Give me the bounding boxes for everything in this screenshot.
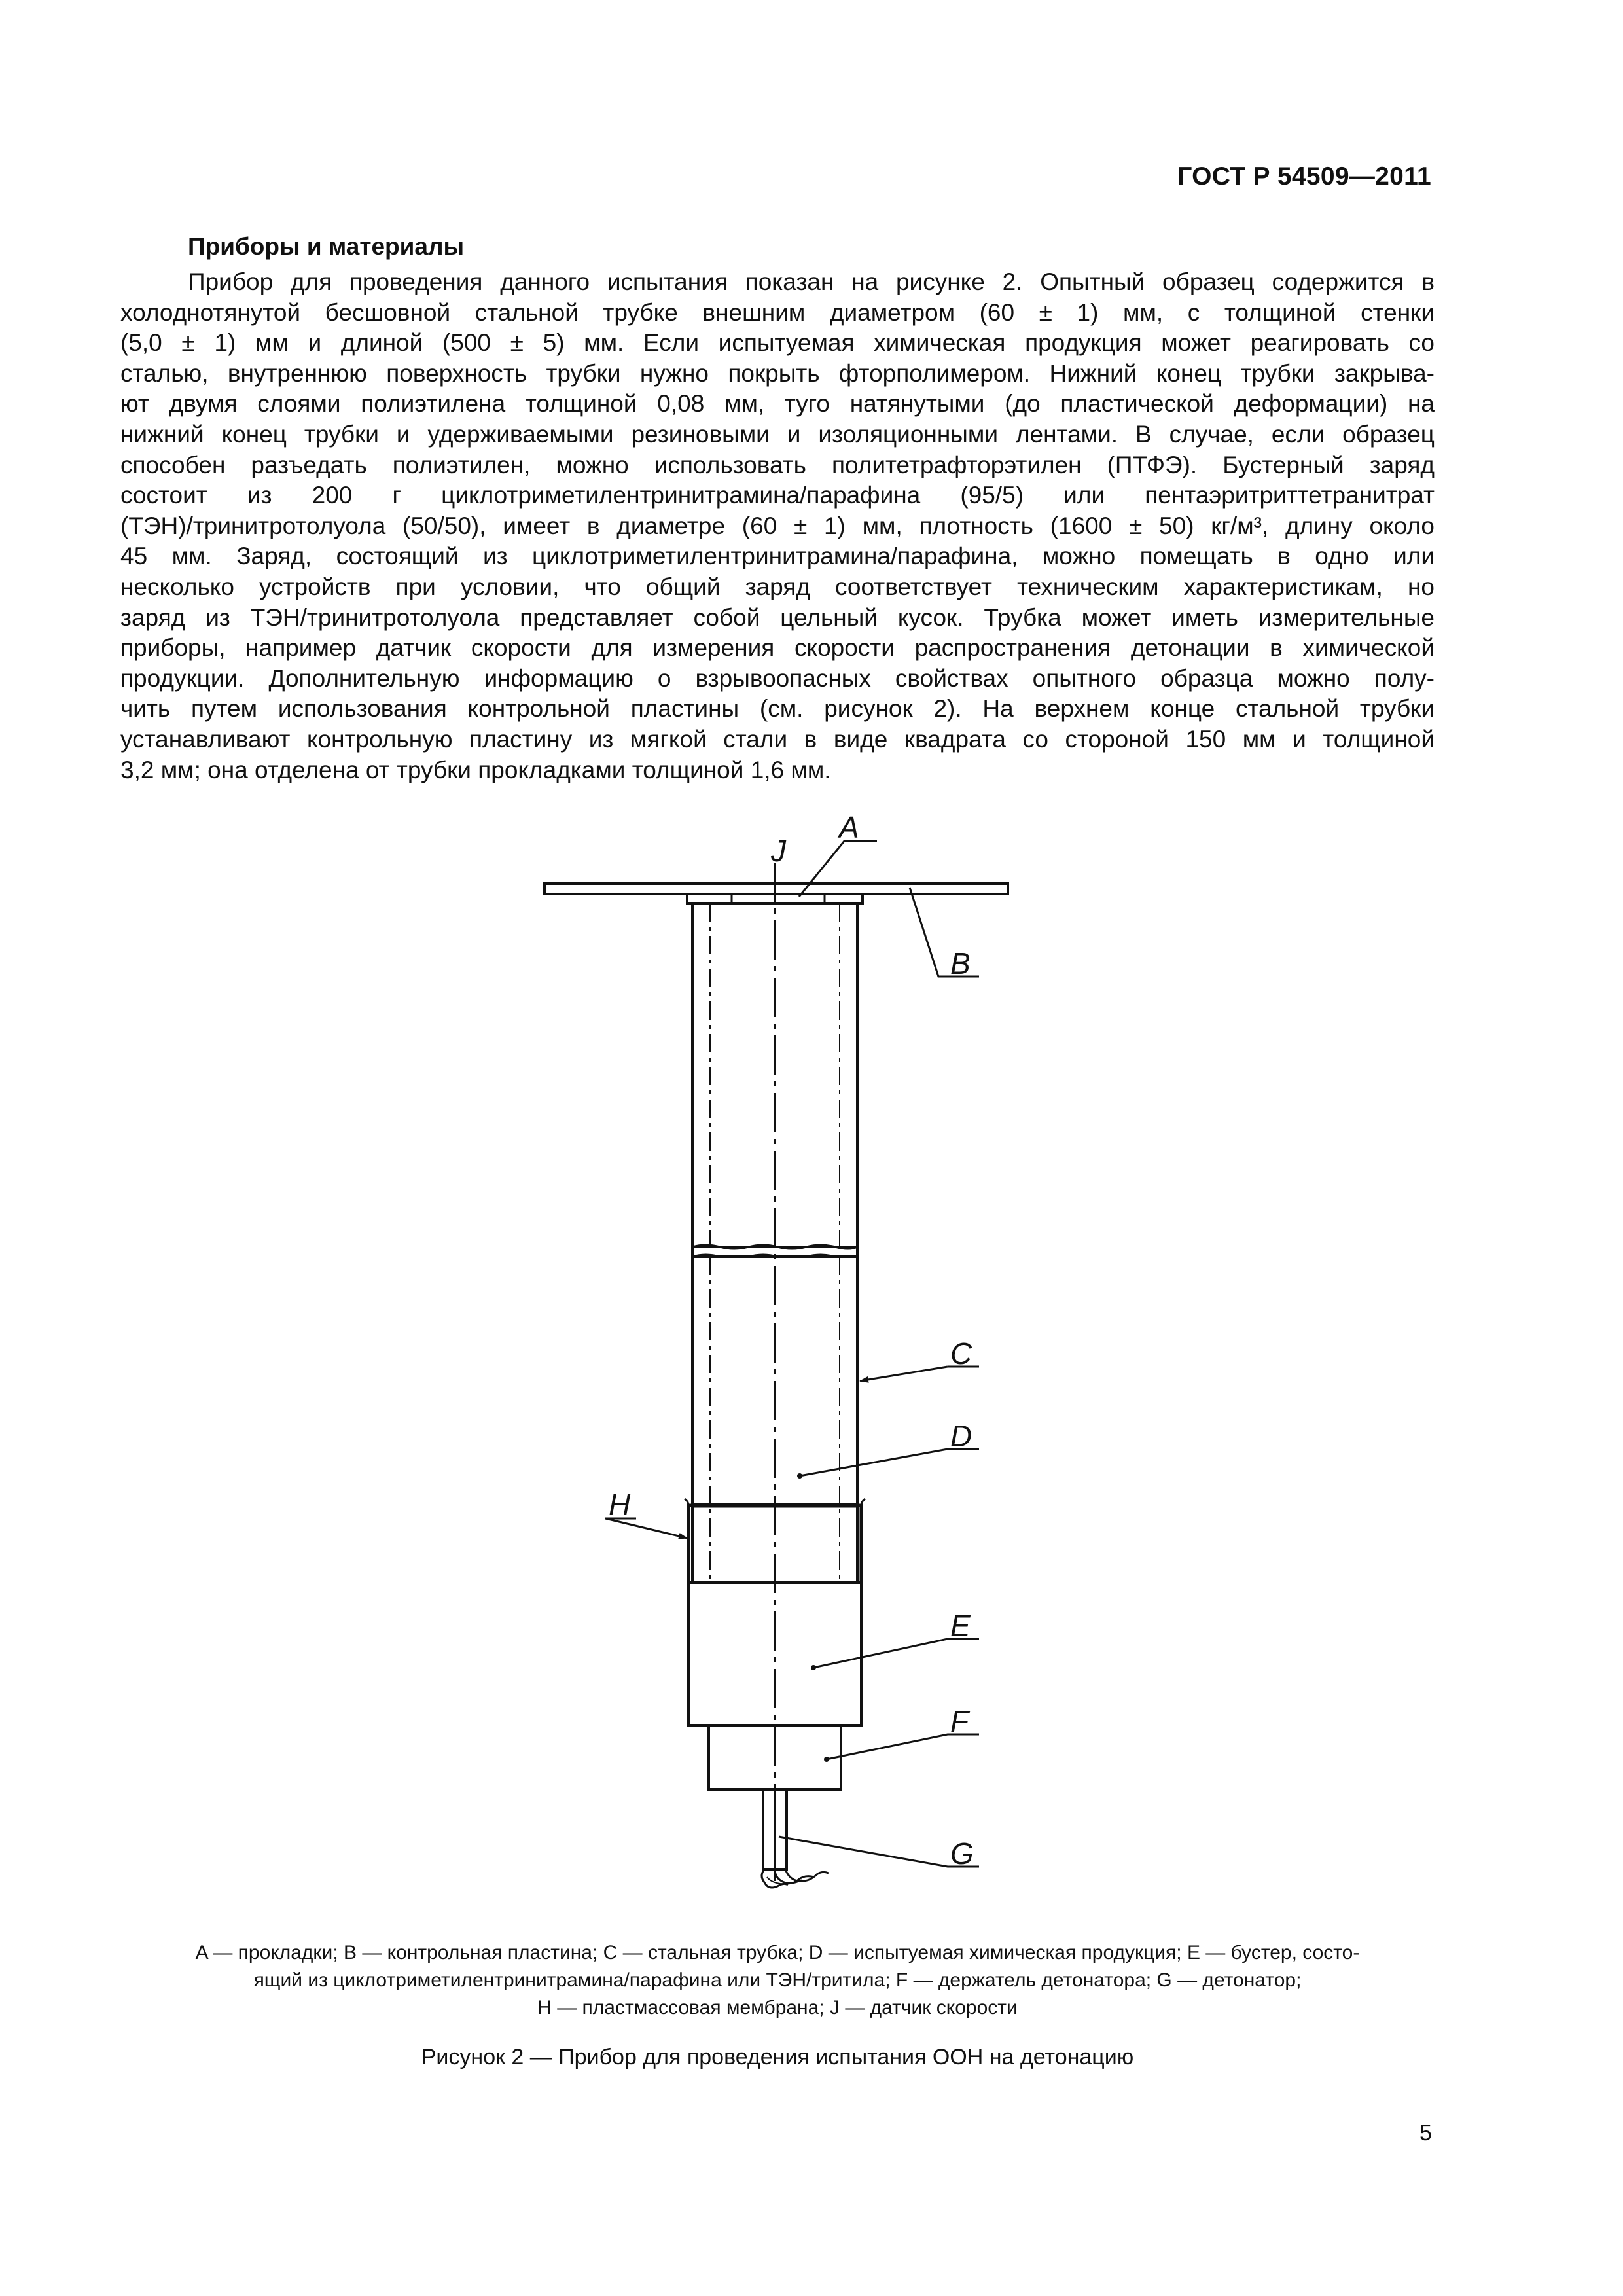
paragraph-line: Прибор для проведения данного испытания показан на рисунке 2. Опытный образец содержится в (188, 268, 1435, 295)
paragraph-line: заряд из ТЭН/тринитротолуола представляет собой цельный кусок. Трубка может иметь измерительные (120, 603, 1435, 631)
paragraph-line: нижний конец трубки и удерживаемыми резиновыми и изоляционными лентами. В случае, если образец (120, 420, 1435, 448)
paragraph-line: несколько устройств при условии, что общий заряд соответствует техническим характеристикам, но (120, 573, 1435, 600)
legend-line: H — пластмассовая мембрана; J — датчик скорости (537, 1997, 1018, 2018)
label-g: G (950, 1837, 974, 1871)
label-c: C (950, 1336, 972, 1371)
label-d: D (950, 1419, 972, 1453)
paragraph-line: состоит из 200 г циклотриметилентринитрамина/парафина (95/5) или пентаэритриттетранитрат (120, 482, 1435, 509)
page-number: 5 (1419, 2121, 1432, 2145)
paragraph-line: устанавливают контрольную пластину из мягкой стали в виде квадрата со стороной 150 мм и толщиной (120, 725, 1435, 753)
paragraph-line: способен разъедать полиэтилен, можно использовать политетрафторэтилен (ПТФЭ). Бустерный заряд (120, 451, 1435, 478)
paragraph-line: чить путем использования контрольной пластины (см. рисунок 2). На верхнем конце стальной трубки (120, 695, 1435, 723)
paragraph-line: 45 мм. Заряд, состоящий из циклотриметилентринитрамина/парафина, можно помещать в одно или (120, 543, 1435, 570)
witness-plate (544, 884, 1008, 894)
label-j: J (771, 834, 786, 868)
label-a: A (839, 810, 859, 844)
figure-caption: Рисунок 2 — Прибор для проведения испытания ООН на детонацию (421, 2045, 1134, 2070)
paragraph-line: сталью, внутреннюю поверхность трубки нужно покрыть фторполимером. Нижний конец трубки закрыва- (120, 359, 1435, 387)
paragraph-line: (5,0 ± 1) мм и длиной (500 ± 5) мм. Если испытуемая химическая продукция может реагировать со (120, 329, 1435, 357)
detonation-test-apparatus-drawing (0, 785, 1623, 1937)
section-title: Приборы и материалы (188, 233, 465, 260)
label-f: F (950, 1704, 969, 1738)
legend-line: ящий из циклотриметилентринитрамина/парафина или ТЭН/тритила; F — держатель детонатора; G — детонатор; (253, 1969, 1302, 1991)
paragraph-line: приборы, например датчик скорости для измерения скорости распространения детонации в химической (120, 634, 1435, 662)
paragraph-line: 3,2 мм; она отделена от трубки прокладками толщиной 1,6 мм. (120, 756, 831, 783)
paragraph-line: (ТЭН)/тринитротолуола (50/50), имеет в диаметре (60 ± 1) мм, плотность (1600 ± 50) кг/м³, длину около (120, 512, 1435, 539)
paragraph-line: холоднотянутой бесшовной стальной трубке внешним диаметром (60 ± 1) мм, с толщиной стенки (120, 298, 1435, 326)
legend-line: A — прокладки; B — контрольная пластина; C — стальная трубка; D — испытуемая химическая продукция; E — бустер, состо- (195, 1942, 1360, 1964)
figure-legend (120, 1939, 1435, 2022)
label-b: B (950, 946, 971, 980)
label-e: E (950, 1609, 971, 1643)
paragraph-line: ют двумя слоями полиэтилена толщиной 0,08 мм, туго натянутыми (до пластической деформации) на (120, 390, 1435, 418)
label-h: H (609, 1488, 631, 1522)
figure-2-diagram (0, 785, 1623, 1937)
paragraph-line: продукции. Дополнительную информацию о взрывоопасных свойствах опытного образца можно полу- (120, 664, 1435, 692)
body-paragraph (120, 267, 1435, 785)
document-header-standard: ГОСТ Р 54509—2011 (1177, 162, 1431, 190)
